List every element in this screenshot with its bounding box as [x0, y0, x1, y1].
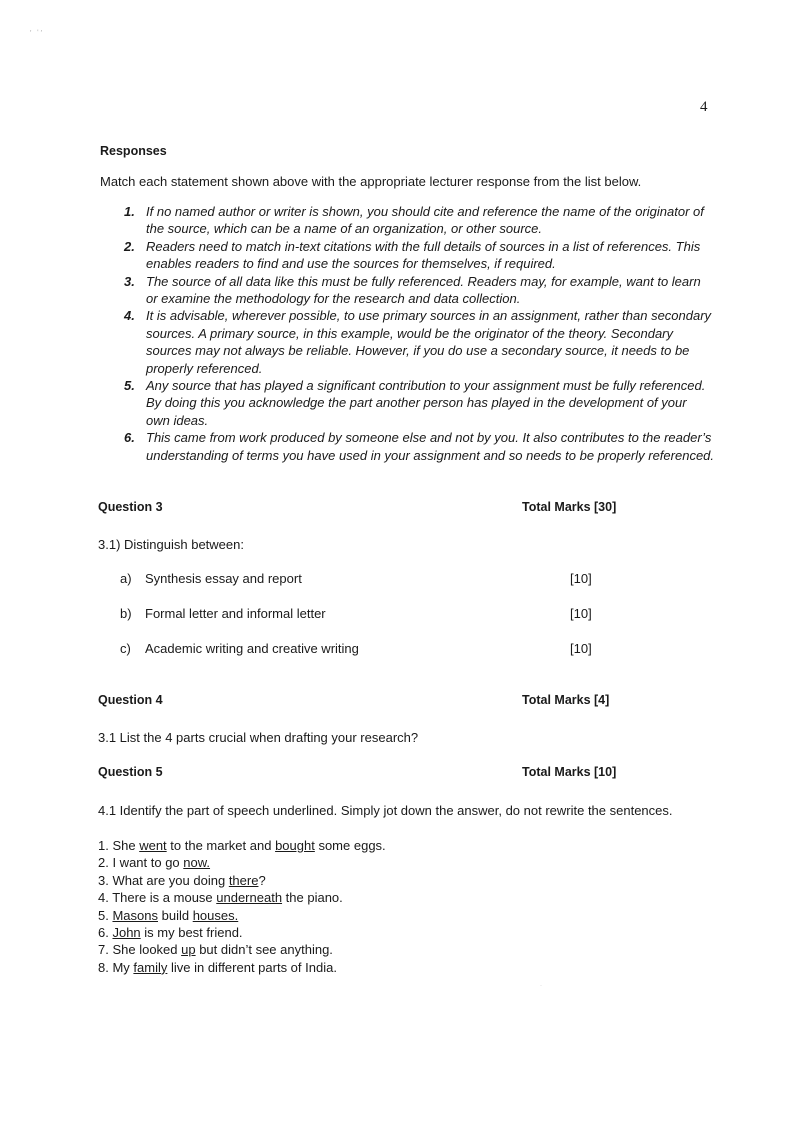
- item-letter: a): [120, 571, 132, 586]
- sentence-text: some eggs.: [314, 838, 386, 853]
- question-5-total-marks: Total Marks [10]: [522, 765, 617, 779]
- item-text: Academic writing and creative writing: [145, 641, 359, 656]
- item-mark: [10]: [570, 571, 592, 586]
- response-item: [124, 307, 714, 377]
- sentence-text: live in different parts of India.: [167, 959, 337, 975]
- sentence-text: 1. She: [98, 838, 140, 853]
- sentence-text: but didn’t see anything.: [195, 942, 333, 958]
- underlined-word: John: [112, 925, 141, 941]
- sentence-text: 4. There is a mouse: [98, 890, 217, 906]
- scan-speck: ·: [540, 983, 542, 989]
- response-item: [124, 429, 714, 464]
- sentence: [98, 889, 386, 906]
- question-5-header: [98, 765, 628, 779]
- sentence: [98, 837, 386, 854]
- sentence: [98, 872, 386, 889]
- item-mark: [10]: [570, 606, 592, 621]
- question-5-prompt: 4.1 Identify the part of speech underlined. Simply jot down the answer, do not rewrite the sentences.: [98, 803, 673, 818]
- sentence-text: 5.: [98, 907, 113, 923]
- underlined-word: went: [139, 838, 167, 853]
- question-3-item-a: [120, 571, 600, 586]
- sentence-list: [98, 837, 386, 976]
- underlined-word: bought: [275, 838, 315, 853]
- sentence: [98, 941, 386, 958]
- response-text: If no named author or writer is shown, you should cite and reference the name of the originator of the source, which can be a name of an organization, or other source.: [146, 204, 704, 237]
- item-text: Synthesis essay and report: [145, 571, 302, 586]
- underlined-word: houses.: [192, 907, 239, 923]
- responses-list: [124, 203, 714, 464]
- question-4-title: Question 4: [98, 693, 163, 707]
- underlined-word: family: [133, 959, 168, 975]
- question-3-header: [98, 500, 628, 514]
- response-item: [124, 238, 714, 273]
- sentence-text: 8. My: [98, 959, 134, 975]
- question-4-header: [98, 693, 628, 707]
- response-item: [124, 203, 714, 238]
- sentence-text: 6.: [98, 925, 113, 941]
- underlined-word: now.: [183, 855, 211, 871]
- sentence: [98, 907, 386, 924]
- underlined-word: there: [228, 872, 259, 888]
- sentence-text: to the market and: [166, 838, 276, 853]
- responses-instruction: Match each statement shown above with the appropriate lecturer response from the list below.: [100, 174, 642, 189]
- response-number: 1.: [124, 204, 135, 219]
- underlined-word: underneath: [216, 890, 283, 906]
- item-letter: b): [120, 606, 132, 621]
- item-mark: [10]: [570, 641, 592, 656]
- response-number: 3.: [124, 273, 135, 289]
- sentence-text: is my best friend.: [140, 925, 243, 941]
- question-3-item-c: [120, 641, 600, 656]
- question-3-total-marks: Total Marks [30]: [522, 500, 617, 514]
- sentence-text: 7. She looked: [98, 942, 182, 958]
- response-text: It is advisable, wherever possible, to use primary sources in an assignment, rather than secondary sources. A primary source, in this example, would be the originator of the theory. Secondary sources may not always be reliable. However, if you do use a secondary source, it needs to be properly referenced.: [146, 308, 712, 376]
- page-number: 4: [700, 99, 708, 115]
- question-3-title: Question 3: [98, 500, 163, 514]
- item-text: Formal letter and informal letter: [145, 606, 326, 621]
- sentence-text: 3. What are you doing: [98, 872, 229, 888]
- response-text: Readers need to match in-text citations with the full details of sources in a list of references. This enables readers to find and use the sources for themselves, if required.: [146, 238, 701, 272]
- response-item: [124, 273, 714, 308]
- response-text: This came from work produced by someone else and not by you. It also contributes to the reader’s understanding of terms you have used in your assignment and so needs to be properly referenced.: [146, 430, 715, 463]
- underlined-word: Masons: [112, 907, 158, 923]
- sentence-text: build: [158, 907, 193, 923]
- item-letter: c): [120, 641, 131, 656]
- question-3-item-b: [120, 606, 600, 621]
- sentence-text: ?: [258, 872, 266, 888]
- question-3-prompt: 3.1) Distinguish between:: [98, 537, 244, 552]
- question-5-title: Question 5: [98, 765, 163, 779]
- response-item: [124, 377, 714, 429]
- question-4-total-marks: Total Marks [4]: [522, 693, 610, 707]
- question-4-prompt: 3.1 List the 4 parts crucial when drafting your research?: [98, 730, 419, 745]
- response-text: The source of all data like this must be fully referenced. Readers may, for example, want to learn or examine the methodology for the research and data collection.: [146, 273, 701, 307]
- sentence: [98, 959, 386, 976]
- responses-heading: Responses: [100, 144, 167, 158]
- sentence-text: the piano.: [282, 890, 343, 906]
- sentence: [98, 924, 386, 941]
- underlined-word: up: [181, 942, 196, 958]
- response-number: 5.: [124, 378, 135, 394]
- sentence: [98, 854, 386, 871]
- response-number: 4.: [124, 308, 135, 324]
- response-number: 6.: [124, 430, 135, 446]
- response-number: 2.: [124, 238, 135, 254]
- sentence-text: 2. I want to go: [98, 855, 184, 871]
- scan-specks: ′ ʻ ′: [30, 30, 42, 37]
- response-text: Any source that has played a significant contribution to your assignment must be fully referenced. By doing this you acknowledge the part another person has played in the development of your own ideas.: [146, 378, 706, 428]
